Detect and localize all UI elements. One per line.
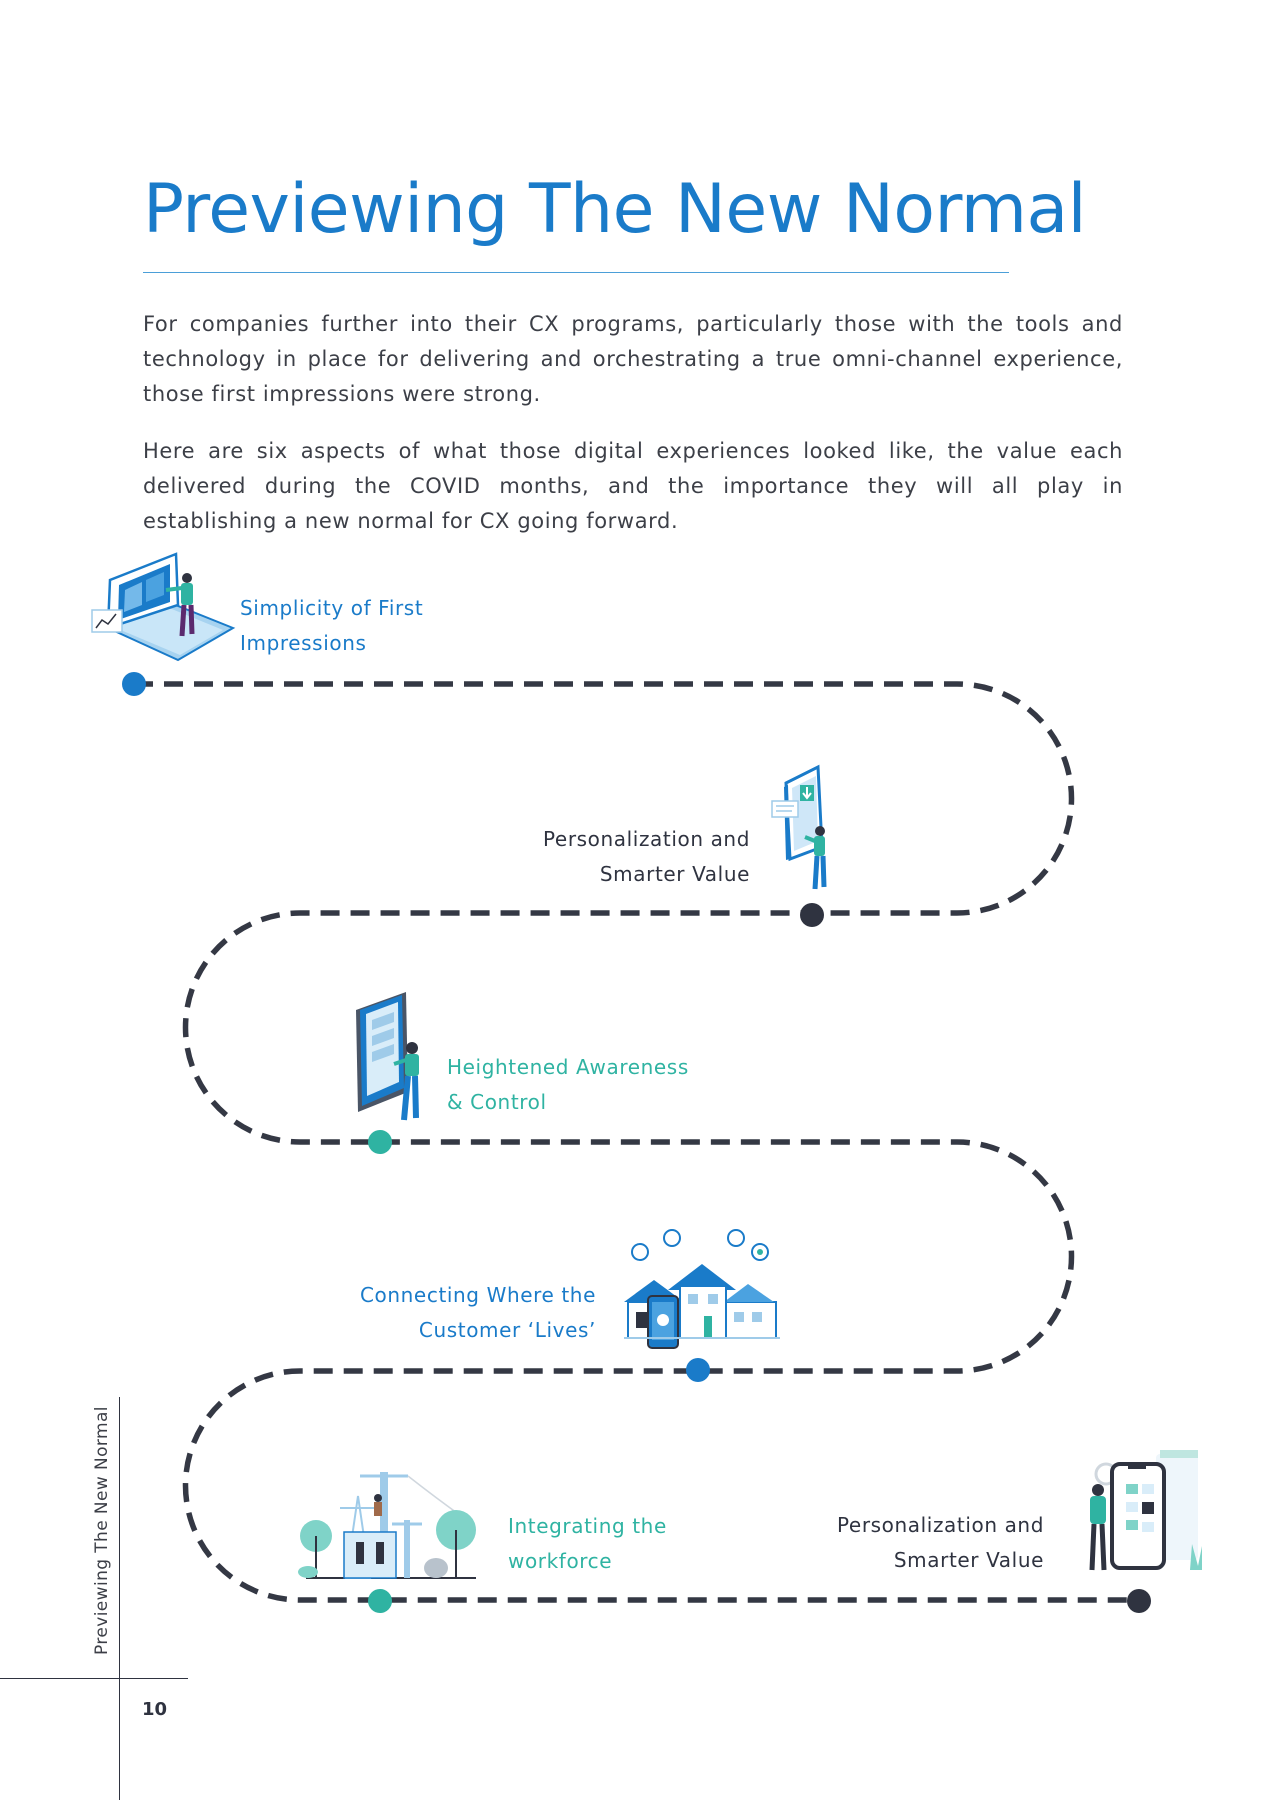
timeline-item-3-line1: Heightened Awareness xyxy=(447,1055,689,1079)
timeline-item-2-line2: Smarter Value xyxy=(599,862,750,886)
timeline-item-4-label xyxy=(300,1278,596,1348)
timeline-dot-3 xyxy=(368,1130,392,1154)
side-running-title-text: Previewing The New Normal xyxy=(92,1406,112,1655)
page-number: 10 xyxy=(142,1699,168,1720)
footer-horizontal-rule xyxy=(0,1678,188,1679)
timeline-item-4-line2: Customer ‘Lives’ xyxy=(418,1318,596,1342)
timeline-dot-1 xyxy=(122,672,146,696)
intro-paragraph-2: Here are six aspects of what those digital experiences looked like, the value each delivered during the COVID months, and the importance they will all play in establishing a new normal for CX going forward. xyxy=(143,439,1123,533)
timeline-dot-4 xyxy=(686,1358,710,1382)
timeline-item-5-line1: Integrating the xyxy=(508,1514,667,1538)
timeline-item-3-line2: & Control xyxy=(447,1090,547,1114)
page-title: Previewing The New Normal xyxy=(143,170,1087,249)
tablet-screen-person-icon xyxy=(352,990,432,1128)
timeline-item-2-line1: Personalization and xyxy=(542,827,750,851)
timeline-item-1-line1: Simplicity of First xyxy=(240,596,424,620)
timeline-dot-2 xyxy=(800,903,824,927)
smart-home-icon xyxy=(624,1228,780,1352)
timeline-item-3-label xyxy=(447,1050,689,1120)
timeline-item-6-line2: Smarter Value xyxy=(893,1548,1044,1572)
footer-vertical-rule xyxy=(119,1397,120,1800)
timeline-item-6-line1: Personalization and xyxy=(836,1513,1044,1537)
timeline-item-1-line2: Impressions xyxy=(240,631,367,655)
intro-paragraph-1: For companies further into their CX programs, particularly those with the tools and technology in place for delivering and orchestrating a true omni-channel experience, those first impressions were strong. xyxy=(143,312,1123,406)
timeline-item-6-label xyxy=(770,1508,1044,1578)
tablet-person-icon xyxy=(770,763,842,898)
timeline-item-1-label xyxy=(240,591,423,661)
timeline-item-5-label xyxy=(508,1509,667,1579)
timeline-dot-6 xyxy=(1127,1589,1151,1613)
laptop-person-icon xyxy=(88,550,238,670)
smartphone-person-icon xyxy=(1080,1448,1206,1580)
timeline-item-4-line1: Connecting Where the xyxy=(359,1283,596,1307)
timeline-item-5-line2: workforce xyxy=(508,1549,613,1573)
timeline-dot-5 xyxy=(368,1589,392,1613)
timeline-item-2-label xyxy=(480,822,750,892)
power-lines-workers-icon xyxy=(296,1468,480,1586)
